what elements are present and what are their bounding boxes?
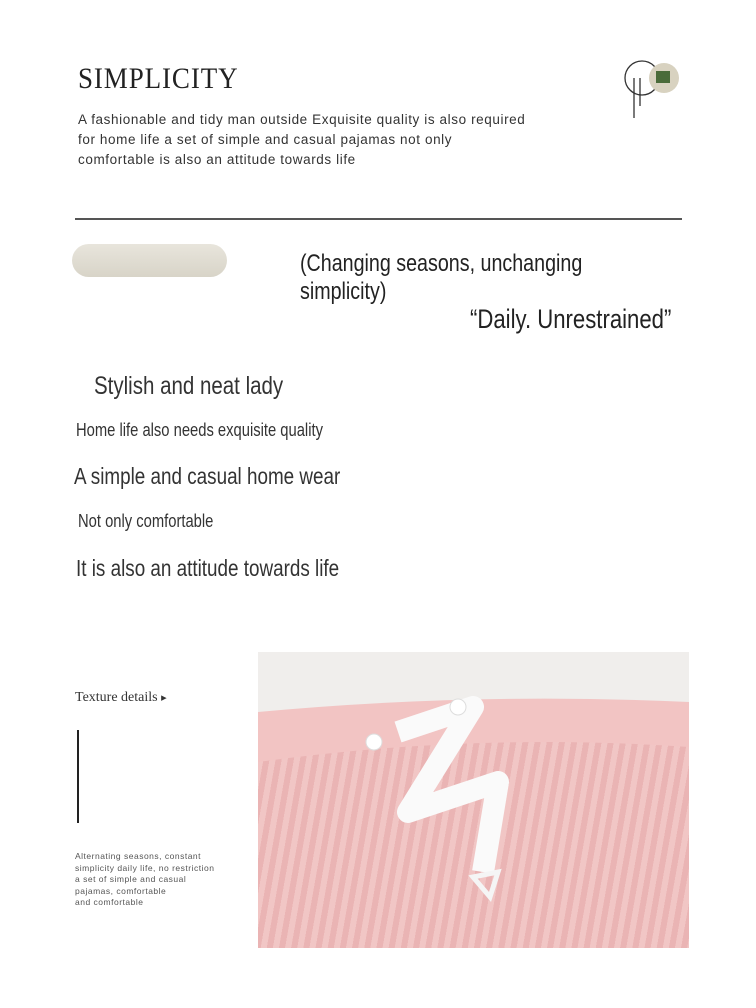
- feature-line: Not only comfortable: [78, 511, 214, 531]
- vertical-divider: [77, 730, 79, 823]
- feature-line: It is also an attitude towards life: [76, 555, 340, 581]
- intro-line: for home life a set of simple and casual pajamas not only: [78, 132, 453, 147]
- logo-icon: [622, 58, 684, 120]
- feature-line: Home life also needs exquisite quality: [76, 420, 323, 440]
- intro-line: A fashionable and tidy man outside Exquisite quality is also required: [78, 112, 526, 127]
- slogan: “Daily. Unrestrained”: [470, 304, 672, 334]
- subtitle: (Changing seasons, unchanging simplicity): [300, 250, 583, 305]
- intro-line: comfortable is also an attitude towards life: [78, 152, 356, 167]
- desc-line: simplicity daily life, no restriction: [75, 862, 215, 873]
- desc-line: Alternating seasons, constant: [75, 851, 202, 861]
- desc-line: and comfortable: [75, 897, 144, 907]
- arrow-icon: ▸: [161, 692, 167, 704]
- desc-line: pajamas, comfortable: [75, 885, 167, 896]
- decorative-pill-image: [72, 244, 227, 277]
- texture-label: [75, 690, 167, 706]
- texture-label-text: Texture details: [75, 690, 158, 705]
- page-title: SIMPLICITY: [78, 62, 239, 95]
- waistband-strap-icon: [258, 652, 689, 948]
- texture-description: [75, 851, 214, 909]
- desc-line: a set of simple and casual: [75, 874, 187, 884]
- divider: [75, 218, 682, 220]
- feature-line: A simple and casual home wear: [74, 463, 341, 489]
- feature-line: Stylish and neat lady: [94, 372, 284, 400]
